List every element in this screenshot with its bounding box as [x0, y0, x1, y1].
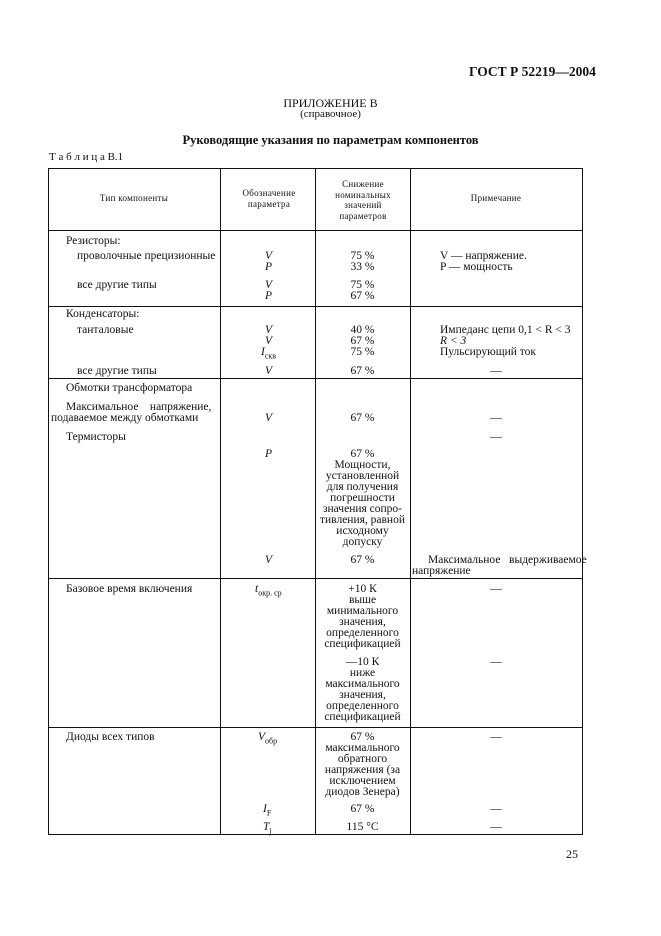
- row-tantalum-value-3: 75 %: [350, 346, 375, 358]
- col-header-note: Примечание: [470, 193, 522, 203]
- page-number: 25: [566, 847, 578, 861]
- row-thermistors-value-1-line-0: Мощности,: [334, 459, 391, 471]
- row-base-time-note-1: —: [490, 583, 502, 595]
- appendix-heading: Руководящие указания по параметрам компонентов: [182, 133, 479, 147]
- row-diodes-value-1-line-5: диодов Зенера): [325, 786, 400, 798]
- row-diodes-param-3: $T_j$: [263, 821, 272, 836]
- row-wirewound-param-1: V: [265, 250, 273, 262]
- row-cap-other-value: 67 %: [350, 365, 375, 377]
- row-diodes-param-1: $V_{обр}$: [258, 731, 278, 746]
- row-base-time-value-2-line-0: —10 К: [345, 656, 380, 668]
- row-wirewound-type: проволочные прецизионные: [77, 250, 216, 262]
- row-base-time-param: $t_{окр. ср}$: [255, 583, 282, 598]
- col-header-param: Обозначение параметра: [242, 188, 296, 209]
- row-diodes-param-2: $I_F$: [263, 803, 272, 818]
- row-base-time-value-1-line-5: спецификацией: [324, 638, 401, 650]
- row-base-time-value-1-line-3: значения,: [339, 616, 386, 628]
- row-res-other-type: все другие типы: [77, 279, 157, 291]
- row-tantalum-param-2: V: [265, 335, 273, 347]
- row-diodes-value-3: 115 °С: [346, 821, 379, 833]
- row-tantalum-param-3: $I_{скв}$: [261, 346, 277, 361]
- row-wirewound-value-1: 75 %: [350, 250, 375, 262]
- row-tantalum-param-1: V: [265, 324, 273, 336]
- table-caption: Т а б л и ц а В.1: [49, 151, 124, 163]
- row-thermistors-value-1-line-4: значения сопро-: [322, 503, 403, 515]
- row-thermistors-value-1-line-5: тивления, равной: [320, 514, 405, 526]
- col-header-derating: Снижение номинальных значений параметров: [335, 179, 391, 221]
- row-res-other-value-1: 75 %: [350, 279, 375, 291]
- row-base-time-note-2: —: [490, 656, 502, 668]
- row-base-time-value-1-line-0: +10 К: [348, 583, 377, 595]
- row-thermistors-note-2b: напряжение: [412, 565, 471, 577]
- row-tantalum-value-2: 67 %: [350, 335, 375, 347]
- row-windings-title: Обмотки трансформатора: [66, 382, 193, 394]
- row-base-time-value-2-line-2: максимального: [325, 678, 400, 690]
- row-base-time-value-1-line-4: определенного: [326, 627, 399, 639]
- row-wirewound-param-2: P: [265, 261, 273, 273]
- row-thermistors-value-1-line-1: установленной: [325, 470, 400, 482]
- row-cap-other-note: —: [490, 365, 502, 377]
- row-diodes-note-3: —: [490, 821, 502, 833]
- row-thermistors-value-1-line-3: погрешности: [330, 492, 395, 504]
- row-base-time-value-1-line-2: минимального: [326, 605, 399, 617]
- row-diodes-note-2: —: [490, 803, 502, 815]
- row-windings-note: —: [490, 412, 502, 424]
- row-diodes-value-1-line-2: обратного: [337, 753, 388, 765]
- row-windings-type-line1: Максимальное напряжение,: [66, 401, 212, 413]
- row-windings-type-line2: подаваемое между обмотками: [51, 412, 199, 424]
- row-base-time-value-2-line-4: определенного: [326, 700, 399, 712]
- row-diodes-value-2: 67 %: [350, 803, 375, 815]
- row-thermistors-value-1-line-7: допуску: [342, 536, 383, 548]
- row-wirewound-value-2: 33 %: [350, 261, 375, 273]
- row-thermistors-value-1-line-2: для получения: [326, 481, 399, 493]
- row-diodes-type: Диоды всех типов: [66, 731, 155, 743]
- row-thermistors-param-2: V: [265, 554, 273, 566]
- row-diodes-value-1-line-1: максимального: [325, 742, 400, 754]
- row-thermistors-value-2: 67 %: [350, 554, 375, 566]
- row-windings-param: V: [265, 412, 273, 424]
- row-windings-value: 67 %: [350, 412, 375, 424]
- row-tantalum-note-3: Пульсирующий ток: [440, 346, 536, 358]
- appendix-subtitle: (справочное): [300, 108, 361, 120]
- row-resistors-title: Резисторы:: [66, 235, 121, 247]
- row-base-time-value-2-line-5: спецификацией: [324, 711, 401, 723]
- row-thermistors-value-1-line-6: исходному: [336, 525, 389, 537]
- row-tantalum-note-1: Импеданс цепи 0,1 < R < 3: [440, 324, 571, 336]
- row-wirewound-note-1: V — напряжение.: [440, 250, 527, 262]
- row-tantalum-note-2: R < 3: [440, 335, 467, 347]
- row-res-other-param-1: V: [265, 279, 273, 291]
- row-tantalum-type: танталовые: [77, 324, 134, 336]
- row-diodes-note-1: —: [490, 731, 502, 743]
- row-thermistors-note-0: —: [490, 431, 502, 443]
- col-header-type: Тип компоненты: [99, 193, 169, 203]
- row-res-other-param-2: P: [265, 290, 273, 302]
- row-base-time-value-1-line-1: выше: [348, 594, 377, 606]
- row-capacitors-title: Конденсаторы:: [66, 308, 140, 320]
- row-thermistors-param-1: P: [265, 448, 273, 460]
- row-tantalum-value-1: 40 %: [350, 324, 375, 336]
- row-base-time-type: Базовое время включения: [66, 583, 193, 595]
- row-thermistors-note-2a: Максимальное выдерживаемое: [428, 554, 587, 566]
- row-wirewound-note-2: P — мощность: [440, 261, 513, 273]
- row-thermistors-type: Термисторы: [66, 431, 126, 443]
- row-base-time-value-2-line-1: ниже: [349, 667, 376, 679]
- standard-number: ГОСТ Р 52219—2004: [469, 64, 596, 79]
- row-base-time-value-2-line-3: значения,: [339, 689, 386, 701]
- row-cap-other-param: V: [265, 365, 273, 377]
- row-diodes-value-1-line-3: напряжения (за: [324, 764, 401, 776]
- row-diodes-value-1-line-0: 67 %: [350, 731, 375, 743]
- row-cap-other-type: все другие типы: [77, 365, 157, 377]
- row-diodes-value-1-line-4: исключением: [329, 775, 396, 787]
- appendix-title: ПРИЛОЖЕНИЕ В: [283, 96, 378, 110]
- row-res-other-value-2: 67 %: [350, 290, 375, 302]
- row-thermistors-value-1: 67 %: [350, 448, 375, 460]
